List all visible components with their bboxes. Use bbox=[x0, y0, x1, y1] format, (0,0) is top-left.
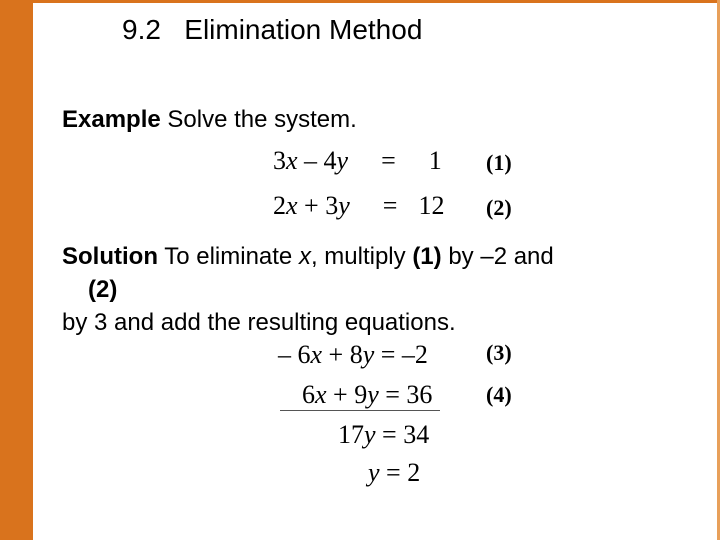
solution-text-a: To eliminate bbox=[164, 243, 299, 270]
step-equation-3: – 6x + 8y = –2 bbox=[278, 340, 428, 369]
solution-line-1 bbox=[62, 240, 702, 273]
system-equation-2 bbox=[273, 191, 444, 221]
solution-line-2 bbox=[62, 273, 702, 306]
equation-1-rel: = bbox=[381, 146, 396, 175]
example-line bbox=[62, 106, 357, 134]
solution-line-3: by 3 and add the resulting equations. bbox=[62, 309, 456, 336]
step-result-y: y = 2 bbox=[368, 458, 421, 487]
equation-2-rel: = bbox=[382, 191, 398, 220]
example-text: Solve the system. bbox=[167, 106, 357, 133]
equation-2-tag: (2) bbox=[486, 195, 512, 220]
solution-text-b: , multiply bbox=[310, 243, 413, 270]
step-equation-4: 6x + 9y = 36 bbox=[302, 380, 433, 409]
solution-label: Solution bbox=[62, 243, 158, 270]
solution-ref-1: (1) bbox=[412, 243, 442, 270]
equation-1-rhs: 1 bbox=[428, 146, 442, 175]
addition-rule-line bbox=[280, 410, 440, 411]
solution-paragraph bbox=[62, 240, 702, 339]
solution-ref-2: (2) bbox=[88, 276, 118, 303]
solution-text-c: by –2 and bbox=[441, 243, 554, 270]
step-3-tag: (3) bbox=[486, 340, 512, 365]
step-result-17y: 17y = 34 bbox=[338, 420, 430, 449]
solution-variable: x bbox=[298, 243, 311, 270]
system-equation-1 bbox=[273, 146, 442, 176]
equation-2-lhs: 2x + 3y bbox=[273, 191, 350, 220]
top-accent-bar bbox=[33, 0, 720, 3]
step-4-tag: (4) bbox=[486, 382, 512, 407]
equation-1-tag: (1) bbox=[486, 150, 512, 175]
slide-title: 9.2 Elimination Method bbox=[122, 14, 423, 45]
equation-1-lhs: 3x – 4y bbox=[273, 146, 349, 175]
example-label: Example bbox=[62, 106, 161, 133]
left-accent-bar bbox=[0, 0, 33, 540]
equation-2-rhs: 12 bbox=[418, 191, 445, 220]
